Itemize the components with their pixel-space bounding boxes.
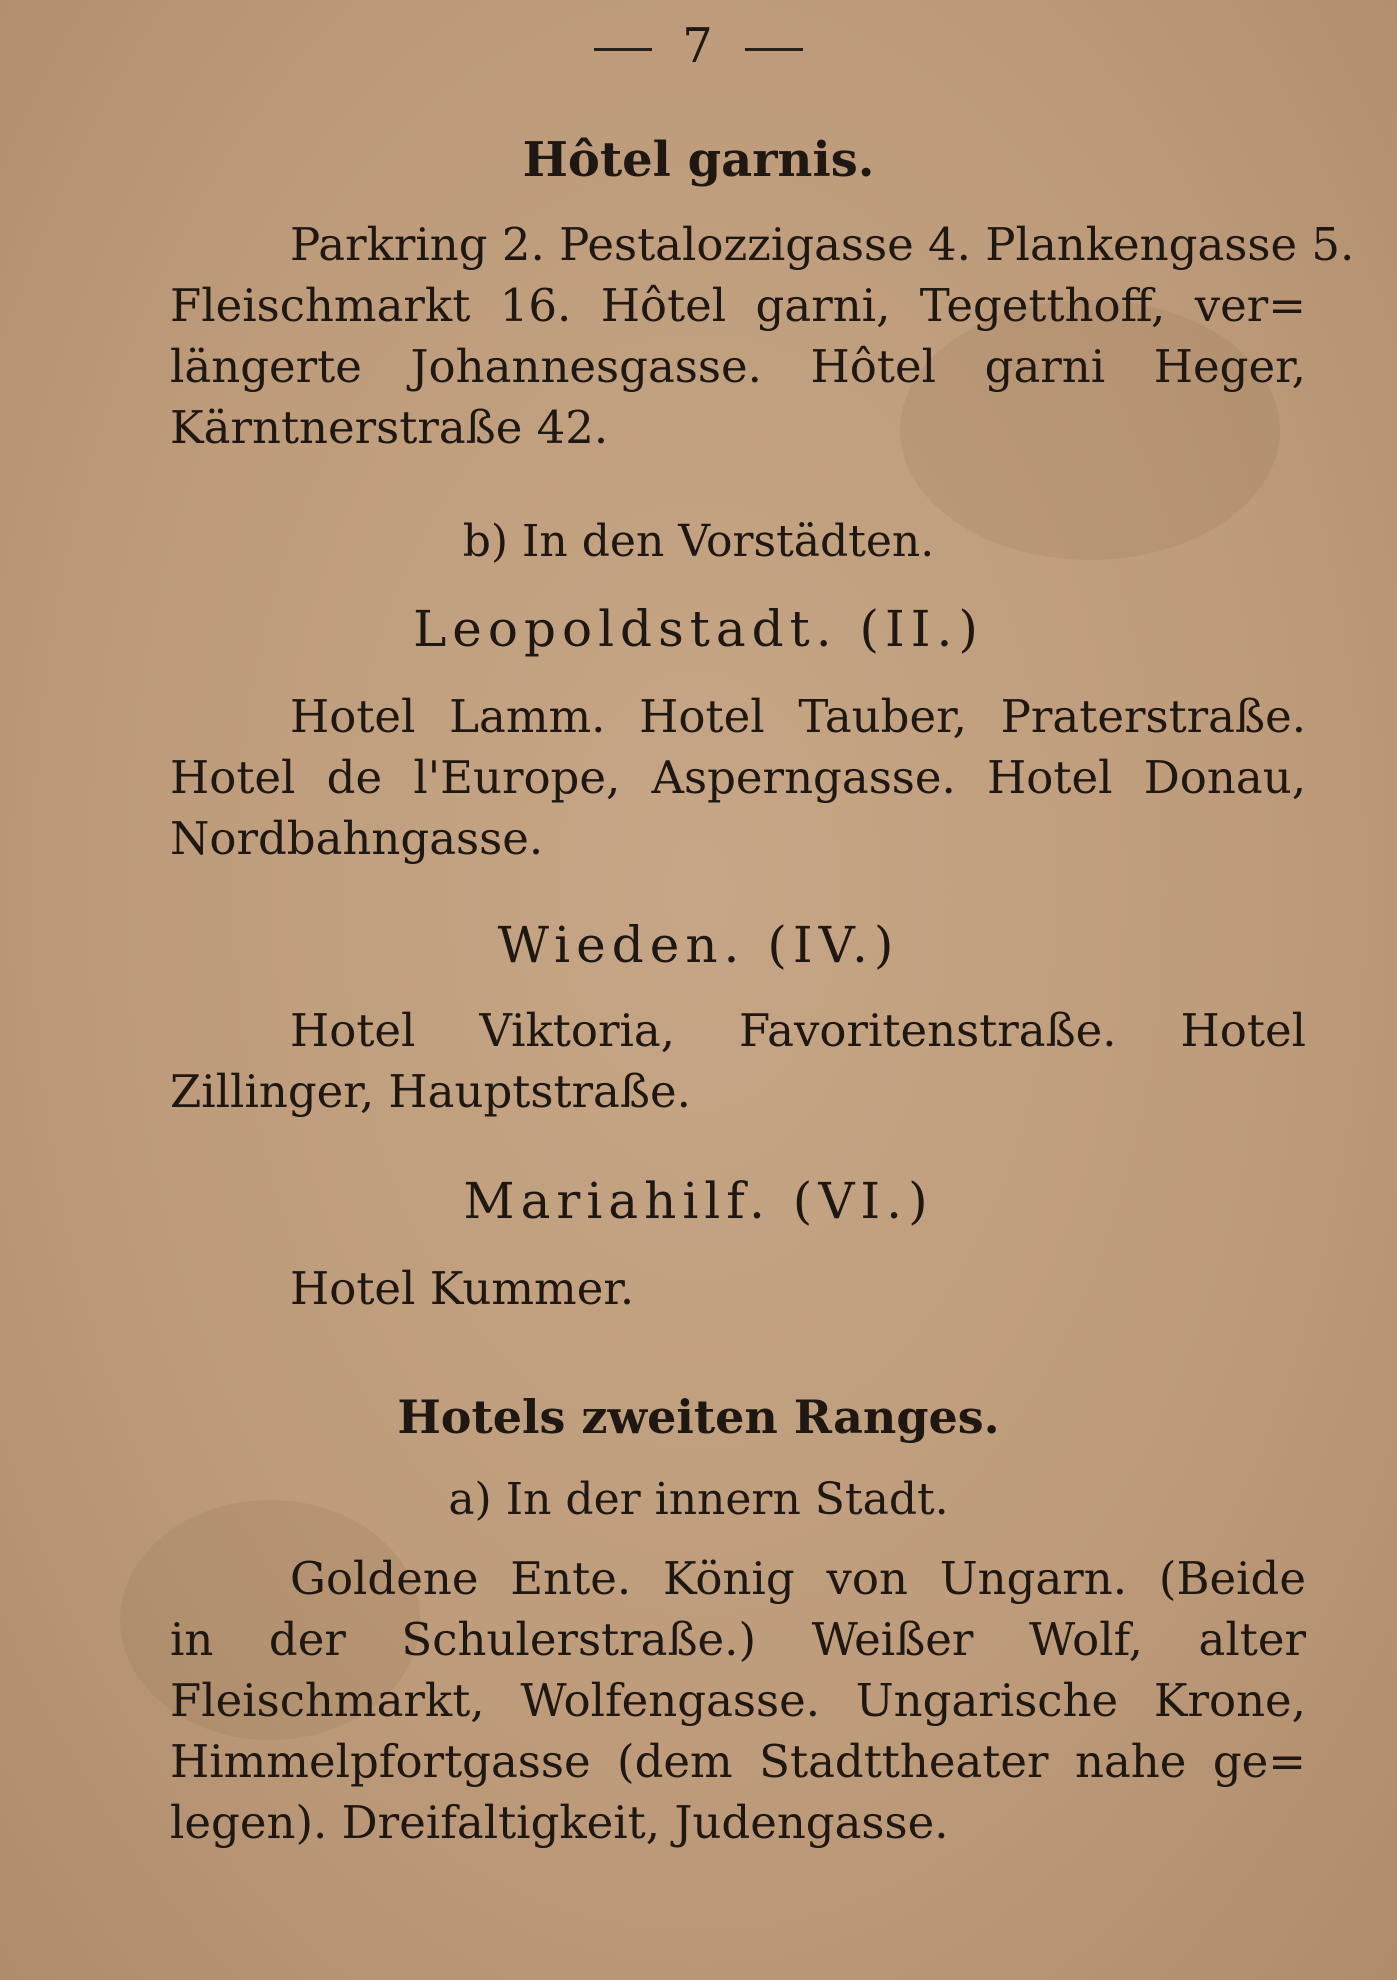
paragraph-leopoldstadt bbox=[170, 686, 1306, 869]
page-number bbox=[0, 18, 1397, 74]
text-line: längerte Johannesgasse. Hôtel garni Heger, bbox=[170, 340, 1306, 393]
paragraph-hotel-garnis bbox=[170, 214, 1355, 458]
dash-right bbox=[745, 48, 803, 51]
text-line: Nordbahngasse. bbox=[170, 812, 544, 865]
section-title-zweiten-ranges: Hotels zweiten Ranges. bbox=[397, 1390, 1000, 1444]
subsection-title-vorstaedten: b) In den Vorstädten. bbox=[462, 516, 935, 567]
text-line: Fleischmarkt 16. Hôtel garni, Tegetthoff, ver= bbox=[170, 279, 1306, 332]
paragraph-mariahilf bbox=[170, 1258, 1306, 1319]
district-title-leopoldstadt: Leopoldstadt. (II.) bbox=[413, 600, 984, 658]
text-line: Hotel Viktoria, Favoritenstraße. Hotel bbox=[290, 1004, 1306, 1057]
paragraph-wieden bbox=[170, 1000, 1306, 1122]
text-line: legen). Dreifaltigkeit, Judengasse. bbox=[170, 1796, 949, 1849]
text-line: Hotel Kummer. bbox=[290, 1262, 635, 1315]
text-line: Zillinger, Hauptstraße. bbox=[170, 1065, 691, 1118]
text-line: in der Schulerstraße.) Weißer Wolf, alter bbox=[170, 1613, 1306, 1666]
text-line: Goldene Ente. König von Ungarn. (Beide bbox=[290, 1552, 1306, 1605]
district-title-wieden: Wieden. (IV.) bbox=[497, 916, 900, 974]
text-line: Fleischmarkt, Wolfengasse. Ungarische Krone, bbox=[170, 1674, 1306, 1727]
text-line: Himmelpfortgasse (dem Stadttheater nahe ge= bbox=[170, 1735, 1306, 1788]
district-title-mariahilf: Mariahilf. (VI.) bbox=[463, 1172, 934, 1230]
text-line: Hotel de l'Europe, Asperngasse. Hotel Donau, bbox=[170, 751, 1306, 804]
subsection-title-innere-stadt: a) In der innern Stadt. bbox=[448, 1474, 949, 1525]
section-title-hotel-garnis: Hôtel garnis. bbox=[522, 132, 875, 188]
text-line: Kärntnerstraße 42. bbox=[170, 401, 609, 454]
paragraph-innere-stadt bbox=[170, 1548, 1306, 1853]
text-line: Hotel Lamm. Hotel Tauber, Praterstraße. bbox=[290, 690, 1306, 743]
text-line: Parkring 2. Pestalozzigasse 4. Plankengasse 5. bbox=[290, 218, 1355, 271]
page-number-text: 7 bbox=[682, 18, 715, 74]
dash-left bbox=[594, 48, 652, 51]
